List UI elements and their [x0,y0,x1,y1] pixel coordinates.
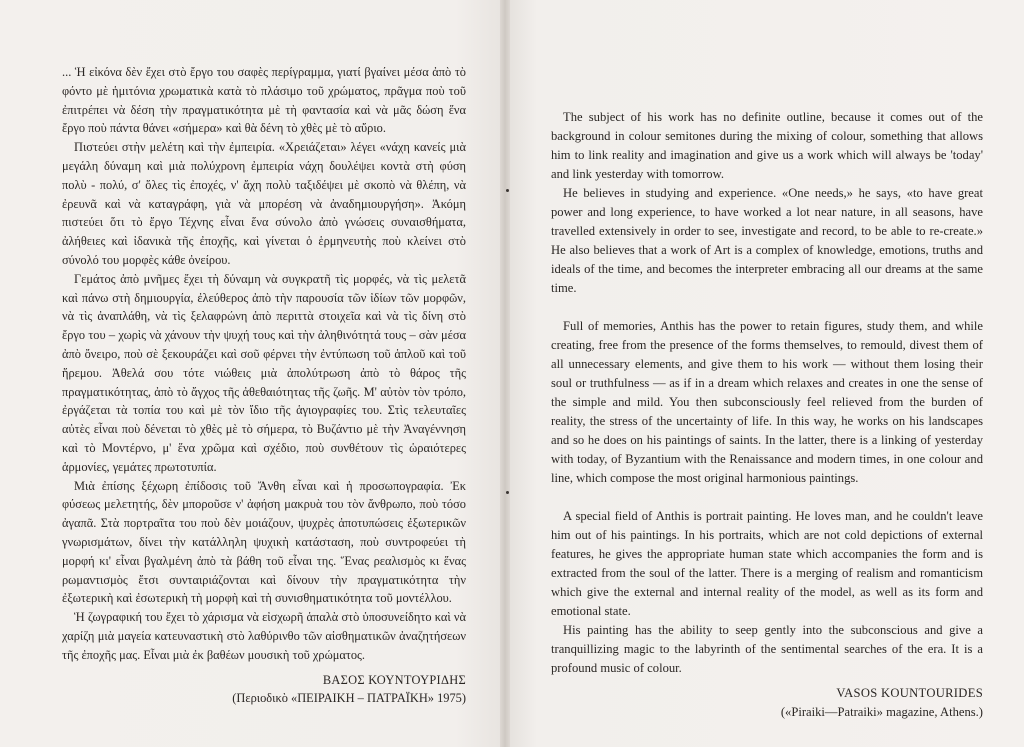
greek-author-name: ΒΑΣΟΣ ΚΟΥΝΤΟΥΡΙΔΗΣ [322,672,466,687]
paragraph-spacer [551,488,983,507]
greek-source-citation: (Περιοδικὸ «ΠΕΙΡΑΙΚΗ – ΠΑΤΡΑΪΚΗ» 1975) [232,691,466,706]
english-paragraph-2: He believes in studying and experience. «One needs,» he says, «to have great power and long experience, to have worked a lot near nature, in all seasons, have travelled extensively in order to see, investigate and record, to be able to re-create.» He also believes that a work of Art is a complex of knowledge, emotions, truths and ideals of the time, and becomes the interpreter embracing all our dreams at the same time. [551,186,983,295]
right-page [506,0,1024,747]
greek-paragraph-5: Ἡ ζωγραφική του ἔχει τὸ χάρισμα νὰ εἰσχωρῆ ἁπαλὰ στὸ ὑποσυνείδητο καὶ νὰ χαρίζη μιὰ μαγεία κατευναστικὴ στὸ λαθύρινθο τῶν αἰσθηματικῶν ἀναζητήσεων τῆς ἐποχῆς μας. Εἶναι μιὰ ἐκ βαθέων μουσικὴ τοῦ χρώματος. [62,610,466,662]
paragraph-spacer [551,298,983,317]
left-page [0,0,506,747]
english-paragraph-4: A special field of Anthis is portrait painting. He loves man, and he couldn't leave him out of his paintings. In his portraits, which are not cold depictions of external features, he gives the appropriate human state which accompanies the form and is extracted from the soul of the latter. There is a merging of realism and romanticism which give the external and internal reality of the model, as well as its form and emotional state. [551,509,983,618]
greek-paragraph-1: ... Ἡ εἰκόνα δὲν ἔχει στὸ ἔργο του σαφὲς περίγραμμα, γιατί βγαίνει μέσα ἀπὸ τὸ φόντο μὲ ἡμιτόνια χρωματικὰ κατὰ τὸ πλάσιμο τοῦ χρώματος, πρᾶγμα ποὺ τοῦ ἐπιτρέπει νὰ δέση τὴν πραγματικότητα μὲ τὴ φαντασία καὶ νὰ μᾶς δώση ἕνα ἔργο ποὺ πάντα θάνει «σήμερα» καὶ θὰ δένη τὸ χθὲς μὲ τὸ αὔριο. [62,65,466,136]
greek-text-column [62,63,466,708]
book-gutter [500,0,510,747]
greek-paragraph-2: Πιστεύει στὴν μελέτη καὶ τὴν ἐμπειρία. «Χρειάζεται» λέγει «νάχη κανείς μιὰ μεγάλη δύναμη καὶ μιὰ πολύχρονη ἐμπειρία νάχη δουλέψει κοντὰ στὴ φύση πολὺ - πολύ, σ' ὅλες τὶς ἐποχές, ν' ἄχη πολὺ ταξιδέψει μὲ σκοπὸ νὰ θλέπη, νὰ ἐρευνᾶ καὶ νὰ καταγράφη, γιὰ νὰ μπορέση νὰ ἀναδημιουργήση». Ἀκόμη πιστεύει ὅτι τὸ ἔργο Τέχνης εἶναι ἕνα σύνολο ἀπὸ γνώσεις συναισθήματα, ἀλήθειες καὶ ἰδανικὰ τῆς ἐποχῆς, καὶ γίνεται ὁ ἑρμηνευτὴς ποὺ κλείνει στὸ σύνολό του μορφὲς κάθε ὀνείρου. [62,140,466,267]
binding-dot [506,491,509,494]
english-text-column [551,108,983,722]
english-paragraph-3: Full of memories, Anthis has the power to retain figures, study them, and while creating, free from the presence of the forms themselves, to remould, divest them of all unnecessary elements, and give them to his work — without them losing their soul or truthfulness — as if in a dream which relaxes and creates in one the sense of the simple and mild. You then subconsciously feel relieved from the burden of reality, the stress of the uncertainty of life. In this way, he works on his landscapes and so he does on his paintings of saints. In the latter, there is a linking of yesterday with today, of Byzantium with the Renaissance and modern times, in one colour and line, which compose the most original harmonious paintings. [551,319,983,485]
english-paragraph-1: The subject of his work has no definite outline, because it comes out of the background in colour semitones during the mixing of colour, something that allows him to link reality and imagination and give us a work which will always be 'today' and link yesterday with tomorrow. [551,110,983,181]
greek-paragraph-3: Γεμάτος ἀπὸ μνῆμες ἔχει τὴ δύναμη νὰ συγκρατῆ τὶς μορφές, νὰ τὶς μελετᾶ καὶ πάνω στὴ δημιουργία, ἐλεύθερος ἀπὸ τὴν παρουσία τῶν ἰδίων τῶν μορφῶν, νὰ τὶς ἀναπλάθη, νὰ τὶς ξελαφρώνη ἀπὸ περιττὰ στοιχεῖα καὶ νὰ τὶς δίνη στὸ ἔργο του – χωρὶς νὰ χάνουν τὴν ψυχή τους καὶ τὴν ἀληθινότητά τους – σὰν μέσα ἀπὸ ὄνειρο, ποὺ σὲ ξεκουράζει καὶ σοῦ φέρνει τὴν ἐντύπωση τοῦ ἁπλοῦ καὶ τοῦ ἥρεμου. Ἀθελά σου τότε νιώθεις μιὰ ἀπολύτρωση ἀπὸ τὸ θάρος τῆς πραγματικότητας, ἀπὸ τὸ ἄγχος τῆς ἀθεθαιότητας τῆς ζωῆς. Μ' αὐτὸν τὸν τρόπο, ἐργάζεται τὰ τοπία του καὶ μὲ τὸν ἴδιο τῆς ἁγιογραφίες του. Στὶς τελευταῖες αὐτὲς εἶναι ποὺ δένεται τὸ χθὲς μὲ τὸ σήμερα, τὸ Βυζάντιο μὲ τὴν Ἀναγέννηση καὶ τὸ Μοντέρνο, μ' ἕνα χρῶμα καὶ σχέδιο, ποὺ συνθέτουν τὶς ὡραιότερες ἁρμονίες, γεμάτες πρωτοτυπία. [62,271,466,474]
binding-dot [506,189,509,192]
greek-paragraph-4: Μιὰ ἐπίσης ξέχωρη ἐπίδοσις τοῦ Ἄνθη εἶναι καὶ ἡ προσωπογραφία. Ἐκ φύσεως μελετητής, δὲν μποροῦσε ν' ἀφήση μακρυὰ του τὸν ἄνθρωπο, ποὺ τόσο ἀγαπᾶ. Στὰ πορτραῖτα του ποὺ δὲν μοιάζουν, ψυχρὲς ἀποτυπώσεις ἐξωτερικῶν γνωρισμάτων, δίνει τὴν κατάλληλη ψυχικὴ κατάσταση, ποὺ συντροφεύει τὴ μορφή κι' εἶναι βγαλμένη ἀπὸ τὰ βάθη τοῦ εἶναι της. Ἕνας ρεαλισμὸς κι ἕνας ρωμαντισμὸς ἔτσι συνταιριάζονται καὶ δίνουν τὴν πραγματικότητα τὴν ἐξωτερικὴ καὶ ἐσωτερικὴ τὴ μορφὴ καὶ τὴ συνισθηματικότητα τοῦ μοντέλλου. [62,478,466,606]
english-source-citation: («Piraiki—Patraiki» magazine, Athens.) [780,705,983,719]
english-paragraph-5: His painting has the ability to seep gently into the subconscious and give a tranquillizing magic to the labyrinth of the sentimental searches of the era. It is a profound music of colour. [551,623,983,675]
english-author-name: VASOS KOUNTOURIDES [836,686,983,700]
